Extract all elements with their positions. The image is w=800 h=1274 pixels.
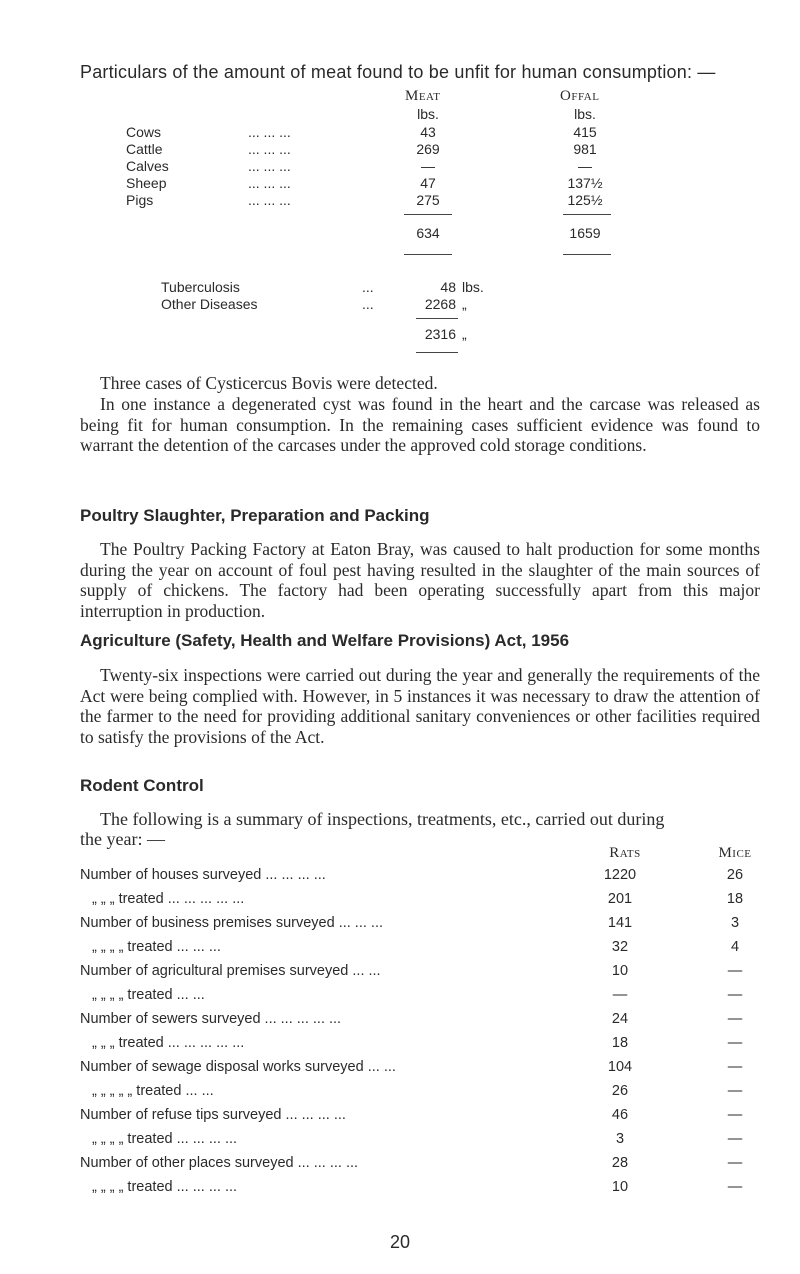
table-row: [80, 1011, 760, 1033]
row-label: „ „ „ „ „ treated ... ...: [92, 1083, 214, 1099]
table-row: [80, 1179, 760, 1201]
row-label: Cows: [126, 124, 162, 140]
row-label: „ „ „ „ treated ... ... ...: [92, 939, 221, 955]
leader-dots: ... ... ...: [248, 158, 291, 174]
row-label: Calves: [126, 158, 169, 174]
meat-value: —: [421, 158, 435, 174]
row-label: Number of agricultural premises surveyed ... ...: [80, 963, 381, 979]
leader-dots: ... ... ...: [248, 175, 291, 191]
rats-value: 10: [611, 963, 629, 979]
disease-unit: „: [462, 296, 467, 312]
col-header-mice: Mice: [718, 845, 752, 861]
mice-value: —: [727, 1131, 743, 1147]
table-row: [80, 1107, 760, 1129]
offal-value: 981: [573, 141, 597, 157]
mice-value: —: [727, 963, 743, 979]
rats-value: 24: [611, 1011, 629, 1027]
table-row: [80, 1035, 760, 1057]
mice-value: 26: [726, 867, 744, 883]
row-label: Number of refuse tips surveyed ... ... ... ...: [80, 1107, 346, 1123]
row-label: „ „ „ „ treated ... ... ... ...: [92, 1131, 238, 1147]
rats-value: 26: [611, 1083, 629, 1099]
rodent-heading: Rodent Control: [80, 776, 204, 795]
table-row: [80, 867, 760, 889]
mice-value: —: [727, 1035, 743, 1051]
meat-value: 269: [416, 141, 440, 157]
rodent-intro-line2: the year: —: [80, 829, 165, 849]
rats-value: 18: [611, 1035, 629, 1051]
table-row: [80, 987, 760, 1009]
rats-value: 141: [607, 915, 633, 931]
mice-value: —: [727, 1059, 743, 1075]
rule-disease-top: [416, 318, 458, 319]
agriculture-heading: Agriculture (Safety, Health and Welfare Provisions) Act, 1956: [80, 631, 570, 650]
rats-value: 3: [615, 1131, 625, 1147]
row-label: Pigs: [126, 192, 154, 208]
row-label: Other Diseases: [161, 296, 258, 312]
leader-dots: ... ... ...: [248, 192, 291, 208]
rats-value: 104: [607, 1059, 633, 1075]
mice-value: —: [727, 1155, 743, 1171]
col-header-offal: Offal: [560, 88, 600, 104]
total-meat: 634: [416, 225, 440, 241]
row-label: Number of business premises surveyed ... ... ...: [80, 915, 384, 931]
offal-value: 137½: [567, 175, 603, 191]
rats-value: 1220: [603, 867, 637, 883]
rule-meat-bottom: [404, 254, 452, 255]
table-row: [80, 939, 760, 961]
mice-value: —: [727, 1179, 743, 1195]
mice-value: 18: [726, 891, 744, 907]
disease-total-unit: „: [462, 326, 467, 342]
meat-value: 275: [416, 192, 440, 208]
leader-dots: ... ... ...: [248, 141, 291, 157]
intro-line: Particulars of the amount of meat found to be unfit for human consumption: —: [80, 62, 716, 82]
rats-value: —: [612, 987, 628, 1003]
meat-value: 43: [420, 124, 436, 140]
rule-offal-bottom: [563, 254, 611, 255]
row-label: Sheep: [126, 175, 167, 191]
rodent-intro-line1: The following is a summary of inspections, treatments, etc., carried out during: [100, 809, 665, 829]
rule-disease-bottom: [416, 352, 458, 353]
row-label: „ „ „ „ treated ... ...: [92, 987, 205, 1003]
mice-value: —: [727, 1083, 743, 1099]
rats-value: 10: [611, 1179, 629, 1195]
disease-total: 2316: [424, 326, 456, 342]
col-header-rats: Rats: [609, 845, 641, 861]
row-label: Number of houses surveyed ... ... ... ...: [80, 867, 326, 883]
unit-meat: lbs.: [417, 106, 439, 122]
table-row: [80, 1083, 760, 1105]
offal-value: —: [578, 158, 592, 174]
poultry-heading: Poultry Slaughter, Preparation and Packing: [80, 506, 430, 525]
offal-value: 125½: [567, 192, 603, 208]
row-label: „ „ „ „ treated ... ... ... ...: [92, 1179, 238, 1195]
mice-value: 4: [730, 939, 740, 955]
table-row: [80, 915, 760, 937]
row-label: Tuberculosis: [161, 279, 240, 295]
offal-value: 415: [573, 124, 597, 140]
cysticercus-paragraph: In one instance a degenerated cyst was found in the heart and the carcase was released as being fit for human consumption. In the remaining cases sufficient evidence was found to warrant the detention of the carcases under the approved cold storage conditions.: [80, 394, 760, 455]
total-offal: 1659: [569, 225, 601, 241]
table-row: [80, 1155, 760, 1177]
poultry-paragraph: The Poultry Packing Factory at Eaton Bray, was caused to halt production for some months during the year on account of foul pest having resulted in the slaughter of the main sources of supply of chickens. The factory had been operating successfully apart from this major interruption in production.: [80, 539, 760, 621]
mice-value: —: [727, 987, 743, 1003]
unit-offal: lbs.: [574, 106, 596, 122]
leader-dots: ...: [362, 296, 374, 312]
leader-dots: ...: [362, 279, 374, 295]
col-header-meat: Meat: [405, 88, 441, 104]
meat-value: 47: [420, 175, 436, 191]
rule-offal-top: [563, 214, 611, 215]
agriculture-paragraph: Twenty-six inspections were carried out during the year and generally the requirements of the Act were being complied with. However, in 5 instances it was necessary to draw the attention of the farmer to the need for providing additional sanitary conveniences or other facilities required to satisfy the provisions of the Act.: [80, 665, 760, 747]
disease-unit: lbs.: [462, 279, 484, 295]
table-row: [80, 1131, 760, 1153]
table-row: [80, 891, 760, 913]
rats-value: 201: [607, 891, 633, 907]
row-label: Number of sewers surveyed ... ... ... ... ...: [80, 1011, 342, 1027]
disease-value: 2268: [424, 296, 456, 312]
rats-value: 46: [611, 1107, 629, 1123]
table-row: [80, 1059, 760, 1081]
rats-value: 28: [611, 1155, 629, 1171]
rats-value: 32: [611, 939, 629, 955]
mice-value: —: [727, 1107, 743, 1123]
row-label: Number of other places surveyed ... ... ... ...: [80, 1155, 359, 1171]
page-number: 20: [390, 1232, 411, 1252]
row-label: „ „ „ treated ... ... ... ... ...: [92, 891, 245, 907]
row-label: Cattle: [126, 141, 163, 157]
row-label: Number of sewage disposal works surveyed ... ...: [80, 1059, 396, 1075]
leader-dots: ... ... ...: [248, 124, 291, 140]
rule-meat-top: [404, 214, 452, 215]
disease-value: 48: [440, 279, 456, 295]
mice-value: 3: [730, 915, 740, 931]
cysticercus-line: Three cases of Cysticercus Bovis were detected.: [100, 373, 438, 393]
mice-value: —: [727, 1011, 743, 1027]
table-row: [80, 963, 760, 985]
row-label: „ „ „ treated ... ... ... ... ...: [92, 1035, 245, 1051]
